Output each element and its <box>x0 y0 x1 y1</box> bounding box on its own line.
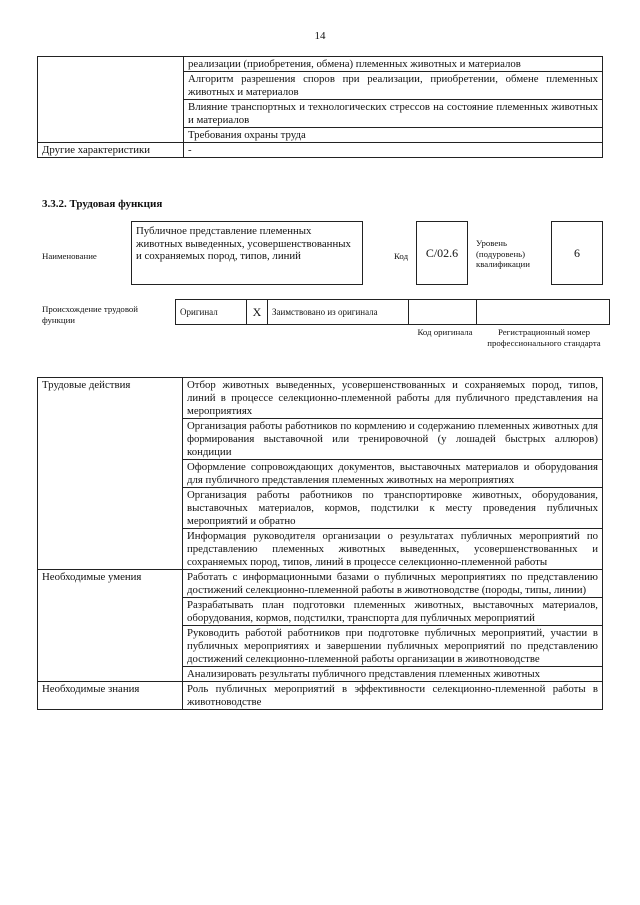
other-characteristics-label: Другие характеристики <box>38 143 184 158</box>
original-code-cell <box>409 300 477 325</box>
table-cell: Разрабатывать план подготовки племенных животных, выставочных материалов, оборудования, кормов, подстилки, транспорта для публичных мероприятий <box>183 598 603 626</box>
table-cell: Организация работы работников по транспортировке животных, оборудования, выставочных материалов, кормов, подстилки к месту проведения публичных мероприятий и обратно <box>183 488 603 529</box>
table-cell: Отбор животных выведенных, усовершенствованных и сохраняемых пород, типов, линий в процессе селекционно-племенной работы для публичного представления на мероприятиях <box>183 378 603 419</box>
other-characteristics-value: - <box>184 143 603 158</box>
continuation-table <box>37 56 603 158</box>
table-cell: Организация работы работников по кормлению и содержанию племенных животных для формирования выставочной или тренировочной (у лошадей быстрых аллюров) кондиции <box>183 419 603 460</box>
function-name-box: Публичное представление племенных животных выведенных, усовершенствованных и сохраняемых пород, типов, линий <box>131 221 363 285</box>
table-row <box>38 57 603 72</box>
table-row <box>38 143 603 158</box>
labor-function-table <box>37 377 603 710</box>
table-cell: Роль публичных мероприятий в эффективности селекционно-племенной работы в животноводстве <box>183 682 603 710</box>
original-label: Оригинал <box>176 300 247 325</box>
borrowed-label: Заимствовано из оригинала <box>268 300 409 325</box>
empty-label-cell <box>38 57 184 143</box>
origin-label: Происхождение трудовой функции <box>42 304 139 325</box>
table-cell: Влияние транспортных и технологических стрессов на состояние племенных животных и материалов <box>184 100 603 128</box>
original-code-caption: Код оригинала <box>417 327 473 337</box>
table-cell: Информация руководителя организации о результатах публичных мероприятий по представлению племенных животных выведенных, усовершенствованных и сохраняемых пород, типов, линий в процессе селекционно-племенной работы <box>183 529 603 570</box>
table-cell: Оформление сопровождающих документов, выставочных материалов и оборудования для публичного представления племенных животных на мероприятиях <box>183 460 603 488</box>
table-cell: реализации (приобретения, обмена) племенных животных и материалов <box>184 57 603 72</box>
table-row <box>176 300 610 325</box>
labor-actions-label: Трудовые действия <box>38 378 183 570</box>
page-number: 14 <box>314 30 326 42</box>
code-label: Код <box>394 251 409 261</box>
original-mark: X <box>247 300 268 325</box>
name-label: Наименование <box>42 251 97 261</box>
qualification-level-label: Уровень (подуровень) квалификации <box>476 238 530 269</box>
required-skills-label: Необходимые умения <box>38 570 183 682</box>
table-cell: Работать с информационными базами о публичных мероприятиях по представлению достижений селекционно-племенной работы в животноводстве (породы, типы, линии) <box>183 570 603 598</box>
registration-number-caption: Регистрационный номер профессионального стандарта <box>487 327 601 348</box>
table-row <box>38 570 603 598</box>
table-cell: Руководить работой работников при подготовке публичных мероприятий, участии в публичных мероприятиях и завершении публичных мероприятий по представлению достижений селекционно-племенной работы организации в животноводстве <box>183 626 603 667</box>
table-row <box>38 378 603 419</box>
section-title: 3.3.2. Трудовая функция <box>42 198 163 210</box>
table-cell: Требования охраны труда <box>184 128 603 143</box>
required-knowledge-label: Необходимые знания <box>38 682 183 710</box>
table-cell: Алгоритм разрешения споров при реализации, приобретении, обмене племенных животных и материалов <box>184 72 603 100</box>
table-cell: Анализировать результаты публичного представления племенных животных <box>183 667 603 682</box>
function-code-box: C/02.6 <box>416 221 468 285</box>
table-row <box>38 682 603 710</box>
origin-table <box>175 299 610 325</box>
registration-number-cell <box>477 300 610 325</box>
qualification-level-box: 6 <box>551 221 603 285</box>
